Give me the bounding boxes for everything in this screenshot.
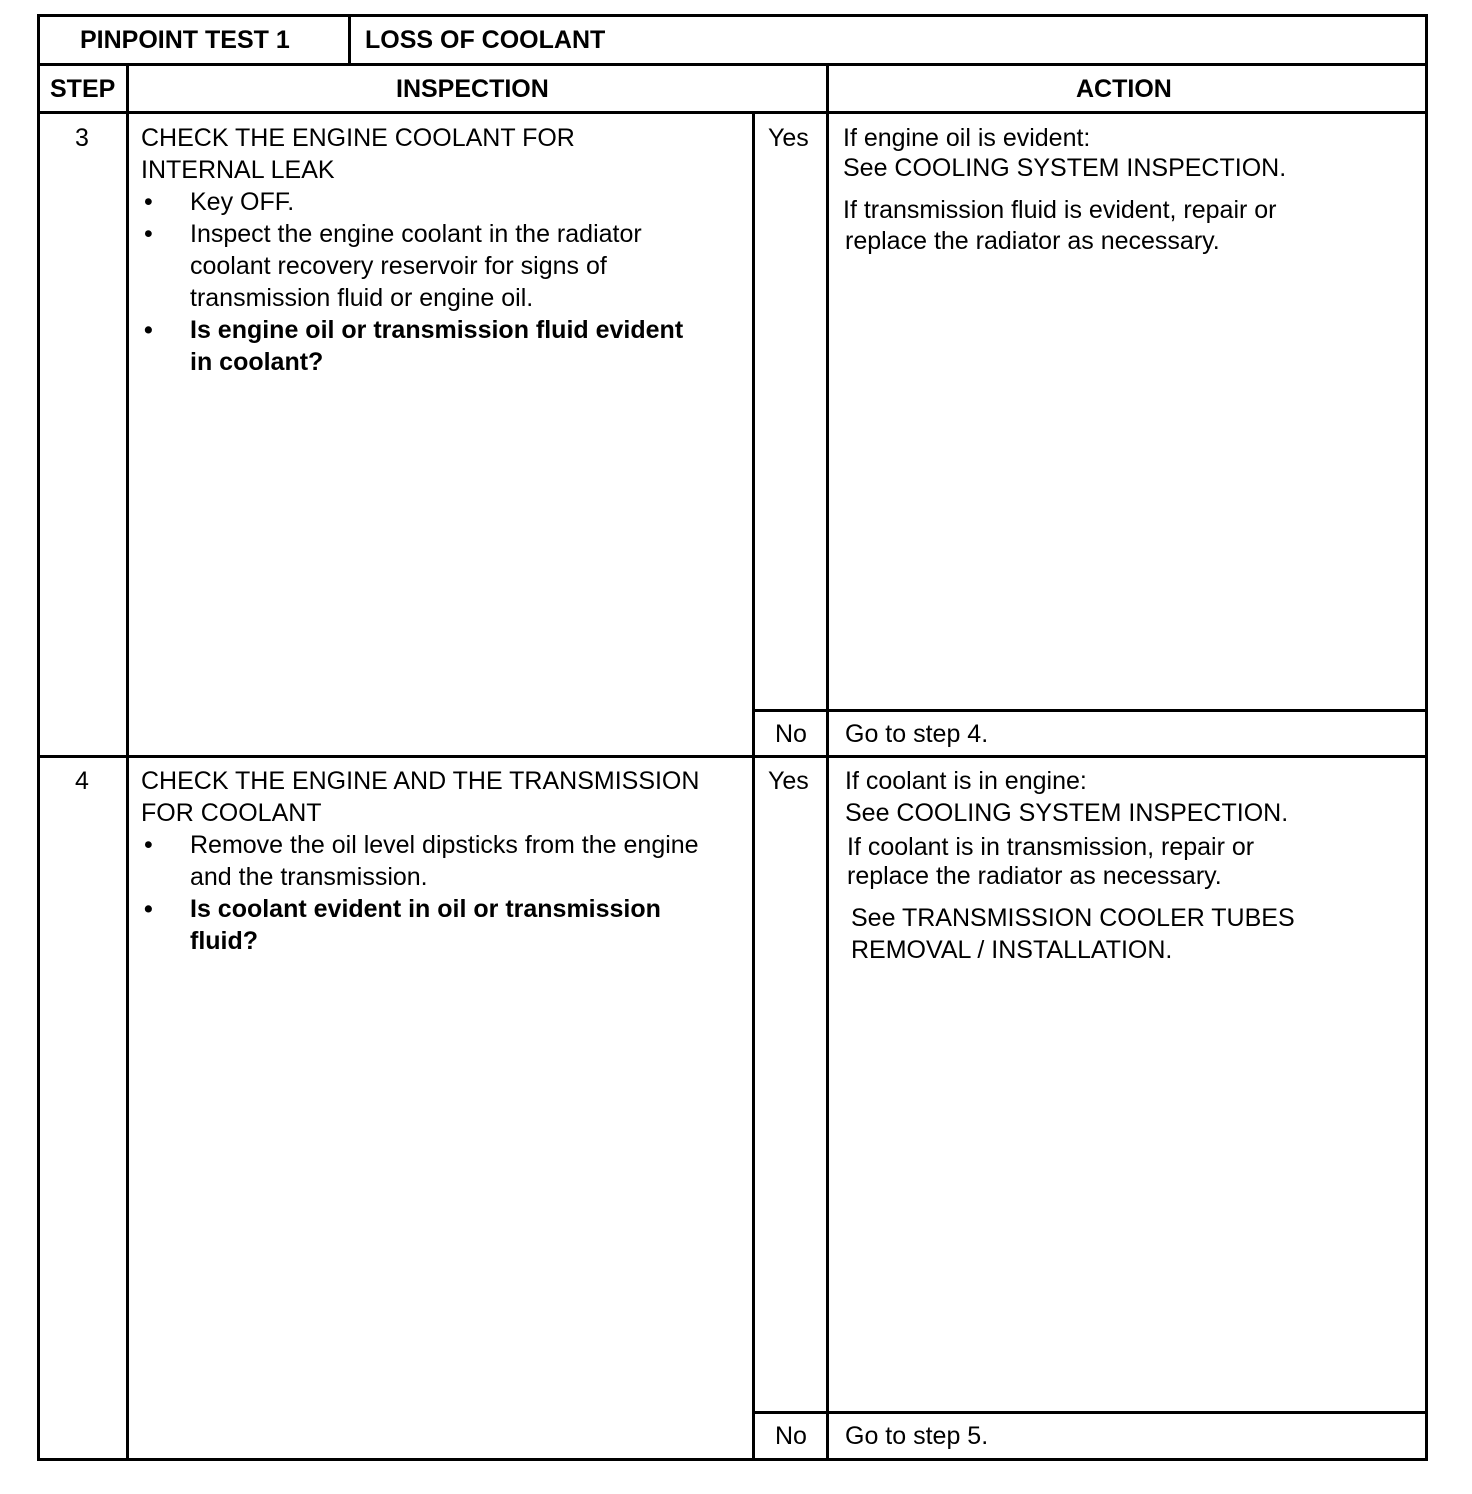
yes-action: If coolant is in transmission, repair or [847, 833, 1255, 861]
rule-between-steps [37, 755, 1428, 758]
rule-under-title [37, 63, 1428, 66]
bullet-icon: • [144, 316, 153, 344]
rule-yes-no-column [752, 111, 755, 1461]
bullet-icon: • [144, 188, 153, 216]
yes-label: Yes [768, 767, 809, 795]
bullet-item: • Remove the oil level dipsticks from the engine and the transmission. [144, 831, 699, 891]
yes-action: See COOLING SYSTEM INSPECTION. [843, 154, 1287, 182]
bullet-icon: • [144, 220, 153, 248]
bullet-item: • Inspect the engine coolant in the radiator coolant recovery reservoir for signs of transmission fluid or engine oil. [144, 220, 642, 312]
yes-action: If engine oil is evident: [843, 124, 1091, 152]
yes-action: See COOLING SYSTEM INSPECTION. [845, 799, 1289, 827]
bullet-item: • Is engine oil or transmission fluid evident in coolant? [144, 316, 684, 376]
rule-step-column [126, 63, 129, 1461]
yes-action: See TRANSMISSION COOLER TUBES [851, 904, 1295, 932]
rule-step4-yes-no [752, 1411, 1428, 1414]
yes-action: replace the radiator as necessary. [845, 227, 1220, 255]
no-action: Go to step 5. [845, 1422, 989, 1450]
bullet-item: • Is coolant evident in oil or transmission fluid? [144, 895, 661, 955]
bullet-item: • Key OFF. [144, 188, 295, 216]
rule-step3-yes-no [752, 709, 1428, 712]
yes-action: If coolant is in engine: [845, 767, 1087, 795]
no-label: No [775, 1422, 807, 1450]
step-number: 3 [75, 124, 89, 152]
step-title: CHECK THE ENGINE COOLANT FOR [141, 124, 575, 152]
bullet-icon: • [144, 895, 153, 923]
test-name: LOSS OF COOLANT [365, 26, 606, 54]
yes-label: Yes [768, 124, 809, 152]
no-action: Go to step 4. [845, 720, 989, 748]
rule-title-divider [348, 14, 351, 64]
column-header-inspection: INSPECTION [396, 75, 549, 103]
column-header-action: ACTION [1076, 75, 1172, 103]
yes-action: If transmission fluid is evident, repair or [843, 196, 1277, 224]
bullet-icon: • [144, 831, 153, 859]
step-title: CHECK THE ENGINE AND THE TRANSMISSION [141, 767, 700, 795]
step-title: FOR COOLANT [141, 799, 322, 827]
step-number: 4 [75, 767, 89, 795]
step-title: INTERNAL LEAK [141, 156, 335, 184]
yes-action: replace the radiator as necessary. [847, 862, 1222, 890]
rule-under-column-headers [37, 111, 1428, 114]
test-id: PINPOINT TEST 1 [80, 26, 290, 54]
column-header-step: STEP [50, 75, 116, 103]
no-label: No [775, 720, 807, 748]
rule-action-column [826, 63, 829, 1461]
yes-action: REMOVAL / INSTALLATION. [851, 936, 1173, 964]
step-bullets [141, 829, 699, 957]
step-bullets [141, 186, 683, 378]
